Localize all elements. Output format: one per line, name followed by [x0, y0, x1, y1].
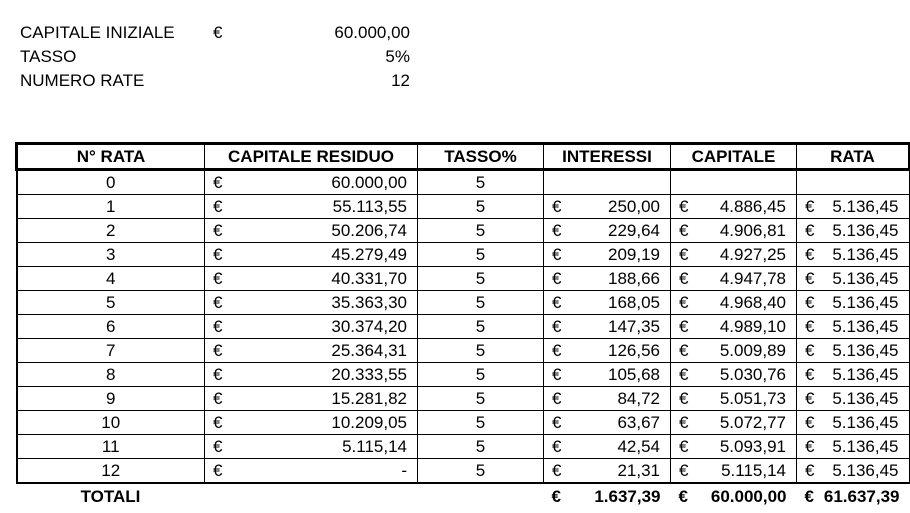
totals-empty-cell [418, 483, 544, 509]
cell-capitale-residuo [205, 243, 418, 267]
cell-interessi [544, 435, 671, 459]
currency-symbol: € [213, 389, 223, 408]
cell-rata [797, 267, 910, 291]
cell-tasso: 5 [418, 195, 544, 219]
summary-label: TASSO [20, 47, 77, 66]
header-n-rata: N° RATA [17, 144, 205, 170]
cell-n-rata: 7 [17, 339, 205, 363]
table-row [17, 243, 910, 267]
amortization-table [15, 142, 910, 509]
cell-interessi [544, 170, 671, 195]
currency-symbol: € [213, 23, 223, 42]
currency-symbol: € [679, 413, 689, 432]
table-row [17, 267, 910, 291]
amount: 5.136,45 [832, 437, 899, 456]
currency-symbol: € [213, 221, 223, 240]
cell-interessi [544, 339, 671, 363]
cell-tasso: 5 [418, 387, 544, 411]
cell-n-rata: 5 [17, 291, 205, 315]
currency-symbol: € [805, 317, 815, 336]
amount: 4.886,45 [719, 197, 786, 216]
amount: 5.136,45 [832, 269, 899, 288]
currency-symbol: € [805, 197, 815, 216]
cell-capitale [671, 459, 797, 484]
cell-interessi [544, 387, 671, 411]
cell-n-rata: 1 [17, 195, 205, 219]
currency-symbol: € [805, 341, 815, 360]
cell-n-rata: 11 [17, 435, 205, 459]
table-row [17, 411, 910, 435]
cell-tasso: 5 [418, 459, 544, 484]
amount: 5.136,45 [832, 221, 899, 240]
amount: 5.136,45 [832, 413, 899, 432]
cell-capitale-residuo [205, 291, 418, 315]
cell-capitale-residuo [205, 195, 418, 219]
cell-rata [797, 243, 910, 267]
cell-capitale [671, 267, 797, 291]
cell-rata [797, 339, 910, 363]
summary-value: 60.000,00 [334, 23, 410, 42]
cell-tasso: 5 [418, 243, 544, 267]
currency-symbol: € [213, 365, 223, 384]
cell-tasso: 5 [418, 339, 544, 363]
header-rata: RATA [797, 144, 910, 170]
table-row [17, 315, 910, 339]
table-row [17, 459, 910, 484]
currency-symbol: € [805, 221, 815, 240]
amount: 60.000,00 [331, 173, 407, 192]
currency-symbol: € [552, 365, 562, 384]
cell-capitale [671, 219, 797, 243]
cell-rata [797, 435, 910, 459]
cell-rata [797, 387, 910, 411]
totals-capitale [671, 483, 797, 509]
cell-tasso: 5 [418, 267, 544, 291]
amount: 42,54 [617, 437, 660, 456]
totals-interessi [544, 483, 671, 509]
cell-capitale [671, 435, 797, 459]
currency-symbol: € [213, 413, 223, 432]
cell-interessi [544, 243, 671, 267]
cell-capitale [671, 170, 797, 195]
currency-symbol: € [552, 317, 562, 336]
cell-capitale [671, 243, 797, 267]
amount: 84,72 [617, 389, 660, 408]
amount: 5.051,73 [719, 389, 786, 408]
currency-symbol: € [679, 293, 689, 312]
cell-capitale-residuo [205, 459, 418, 484]
table-row [17, 387, 910, 411]
currency-symbol: € [679, 437, 689, 456]
table-row [17, 219, 910, 243]
header-tasso: TASSO% [418, 144, 544, 170]
amount: 4.989,10 [719, 317, 786, 336]
currency-symbol: € [679, 365, 689, 384]
amount: 45.279,49 [331, 245, 407, 264]
currency-symbol: € [805, 413, 815, 432]
summary-row-tasso [20, 45, 410, 69]
cell-n-rata: 4 [17, 267, 205, 291]
cell-capitale [671, 291, 797, 315]
cell-capitale [671, 387, 797, 411]
currency-symbol: € [213, 173, 223, 192]
currency-symbol: € [213, 245, 223, 264]
amount: 1.637,39 [594, 487, 661, 506]
amount: 21,31 [617, 461, 660, 480]
cell-n-rata: 0 [17, 170, 205, 195]
amount: 209,19 [608, 245, 660, 264]
amount: 63,67 [617, 413, 660, 432]
currency-symbol: € [805, 245, 815, 264]
cell-interessi [544, 411, 671, 435]
currency-symbol: € [552, 413, 562, 432]
table-header-row [17, 144, 910, 170]
currency-symbol: € [679, 197, 689, 216]
cell-n-rata: 12 [17, 459, 205, 484]
cell-capitale [671, 411, 797, 435]
currency-symbol: € [804, 487, 814, 506]
currency-symbol: € [552, 245, 562, 264]
currency-symbol: € [552, 437, 562, 456]
currency-symbol: € [552, 341, 562, 360]
currency-symbol: € [679, 317, 689, 336]
cell-tasso: 5 [418, 170, 544, 195]
amount: 4.927,25 [719, 245, 786, 264]
amount: 55.113,55 [332, 197, 407, 216]
amount: 30.374,20 [331, 317, 407, 336]
summary-value: 12 [391, 71, 410, 90]
amount: 5.136,45 [832, 461, 899, 480]
cell-capitale [671, 315, 797, 339]
currency-symbol: € [213, 461, 223, 480]
currency-symbol: € [805, 269, 815, 288]
currency-symbol: € [213, 317, 223, 336]
cell-capitale [671, 339, 797, 363]
currency-symbol: € [679, 341, 689, 360]
currency-symbol: € [679, 389, 689, 408]
totals-rata [797, 483, 910, 509]
cell-capitale-residuo [205, 170, 418, 195]
currency-symbol: € [805, 293, 815, 312]
currency-symbol: € [679, 245, 689, 264]
amount: 5.136,45 [832, 365, 899, 384]
cell-capitale-residuo [205, 411, 418, 435]
cell-interessi [544, 315, 671, 339]
amount: 105,68 [608, 365, 660, 384]
table-row [17, 291, 910, 315]
amount: 5.136,45 [832, 317, 899, 336]
amount: 168,05 [608, 293, 660, 312]
currency-symbol: € [213, 293, 223, 312]
loan-summary [20, 21, 410, 93]
amount: 5.115,14 [721, 461, 786, 480]
summary-row-capitale [20, 21, 410, 45]
currency-symbol: € [213, 197, 223, 216]
amount: 147,35 [608, 317, 660, 336]
header-interessi: INTERESSI [544, 144, 671, 170]
cell-n-rata: 2 [17, 219, 205, 243]
currency-symbol: € [552, 221, 562, 240]
amount: 5.115,14 [342, 437, 407, 456]
amount: 5.136,45 [832, 197, 899, 216]
cell-n-rata: 3 [17, 243, 205, 267]
totals-empty-cell [205, 483, 418, 509]
amount: 5.136,45 [832, 389, 899, 408]
cell-n-rata: 6 [17, 315, 205, 339]
cell-n-rata: 10 [17, 411, 205, 435]
cell-capitale-residuo [205, 339, 418, 363]
table-row [17, 363, 910, 387]
currency-symbol: € [678, 487, 688, 506]
cell-rata [797, 459, 910, 484]
totals-label: TOTALI [80, 487, 141, 506]
cell-rata [797, 315, 910, 339]
cell-capitale-residuo [205, 435, 418, 459]
summary-value: 5% [385, 47, 410, 66]
amount: 250,00 [608, 197, 660, 216]
summary-label: CAPITALE INIZIALE [20, 23, 175, 42]
amount: 15.281,82 [331, 389, 407, 408]
currency-symbol: € [552, 461, 562, 480]
cell-tasso: 5 [418, 315, 544, 339]
currency-symbol: € [805, 365, 815, 384]
cell-tasso: 5 [418, 219, 544, 243]
amount: 5.136,45 [832, 293, 899, 312]
cell-interessi [544, 195, 671, 219]
header-capitale: CAPITALE [671, 144, 797, 170]
cell-rata [797, 363, 910, 387]
cell-capitale [671, 195, 797, 219]
amount: 10.209,05 [331, 413, 407, 432]
currency-symbol: € [679, 221, 689, 240]
summary-label: NUMERO RATE [20, 71, 145, 90]
cell-capitale-residuo [205, 363, 418, 387]
table-row [17, 339, 910, 363]
currency-symbol: € [213, 269, 223, 288]
totals-row [17, 483, 910, 509]
cell-interessi [544, 267, 671, 291]
currency-symbol: € [552, 269, 562, 288]
currency-symbol: € [551, 487, 561, 506]
cell-n-rata: 9 [17, 387, 205, 411]
currency-symbol: € [805, 437, 815, 456]
currency-symbol: € [552, 293, 562, 312]
table-row [17, 170, 910, 195]
amount: 5.136,45 [832, 245, 899, 264]
cell-capitale-residuo [205, 315, 418, 339]
summary-row-numero-rate [20, 69, 410, 93]
cell-capitale-residuo [205, 219, 418, 243]
cell-rata [797, 195, 910, 219]
amount: 5.030,76 [719, 365, 786, 384]
amount: 188,66 [608, 269, 660, 288]
amount: 5.136,45 [832, 341, 899, 360]
cell-tasso: 5 [418, 363, 544, 387]
cell-capitale-residuo [205, 267, 418, 291]
amount: 40.331,70 [331, 269, 407, 288]
amount: 5.009,89 [719, 341, 786, 360]
table-row [17, 435, 910, 459]
amount: 4.968,40 [719, 293, 786, 312]
cell-rata [797, 291, 910, 315]
amount: 4.947,78 [719, 269, 786, 288]
cell-interessi [544, 459, 671, 484]
cell-tasso: 5 [418, 291, 544, 315]
cell-rata [797, 411, 910, 435]
currency-symbol: € [805, 461, 815, 480]
currency-symbol: € [552, 389, 562, 408]
cell-tasso: 5 [418, 435, 544, 459]
currency-symbol: € [805, 389, 815, 408]
amount: 25.364,31 [331, 341, 407, 360]
cell-interessi [544, 291, 671, 315]
cell-rata [797, 170, 910, 195]
cell-n-rata: 8 [17, 363, 205, 387]
cell-interessi [544, 363, 671, 387]
amount: 50.206,74 [331, 221, 407, 240]
cell-tasso: 5 [418, 411, 544, 435]
cell-capitale-residuo [205, 387, 418, 411]
amount: 35.363,30 [331, 293, 407, 312]
table-row [17, 195, 910, 219]
currency-symbol: € [679, 461, 689, 480]
amount: 61.637,39 [823, 487, 900, 506]
header-capitale-residuo: CAPITALE RESIDUO [205, 144, 418, 170]
amount: 60.000,00 [710, 487, 787, 506]
amount: 5.072,77 [719, 413, 786, 432]
cell-capitale [671, 363, 797, 387]
amount: 229,64 [608, 221, 660, 240]
cell-rata [797, 219, 910, 243]
currency-symbol: € [552, 197, 562, 216]
currency-symbol: € [213, 341, 223, 360]
currency-symbol: € [679, 269, 689, 288]
amount: 126,56 [608, 341, 660, 360]
amount: - [401, 461, 407, 480]
currency-symbol: € [213, 437, 223, 456]
amount: 20.333,55 [331, 365, 407, 384]
cell-interessi [544, 219, 671, 243]
amount: 5.093,91 [719, 437, 786, 456]
amount: 4.906,81 [719, 221, 786, 240]
